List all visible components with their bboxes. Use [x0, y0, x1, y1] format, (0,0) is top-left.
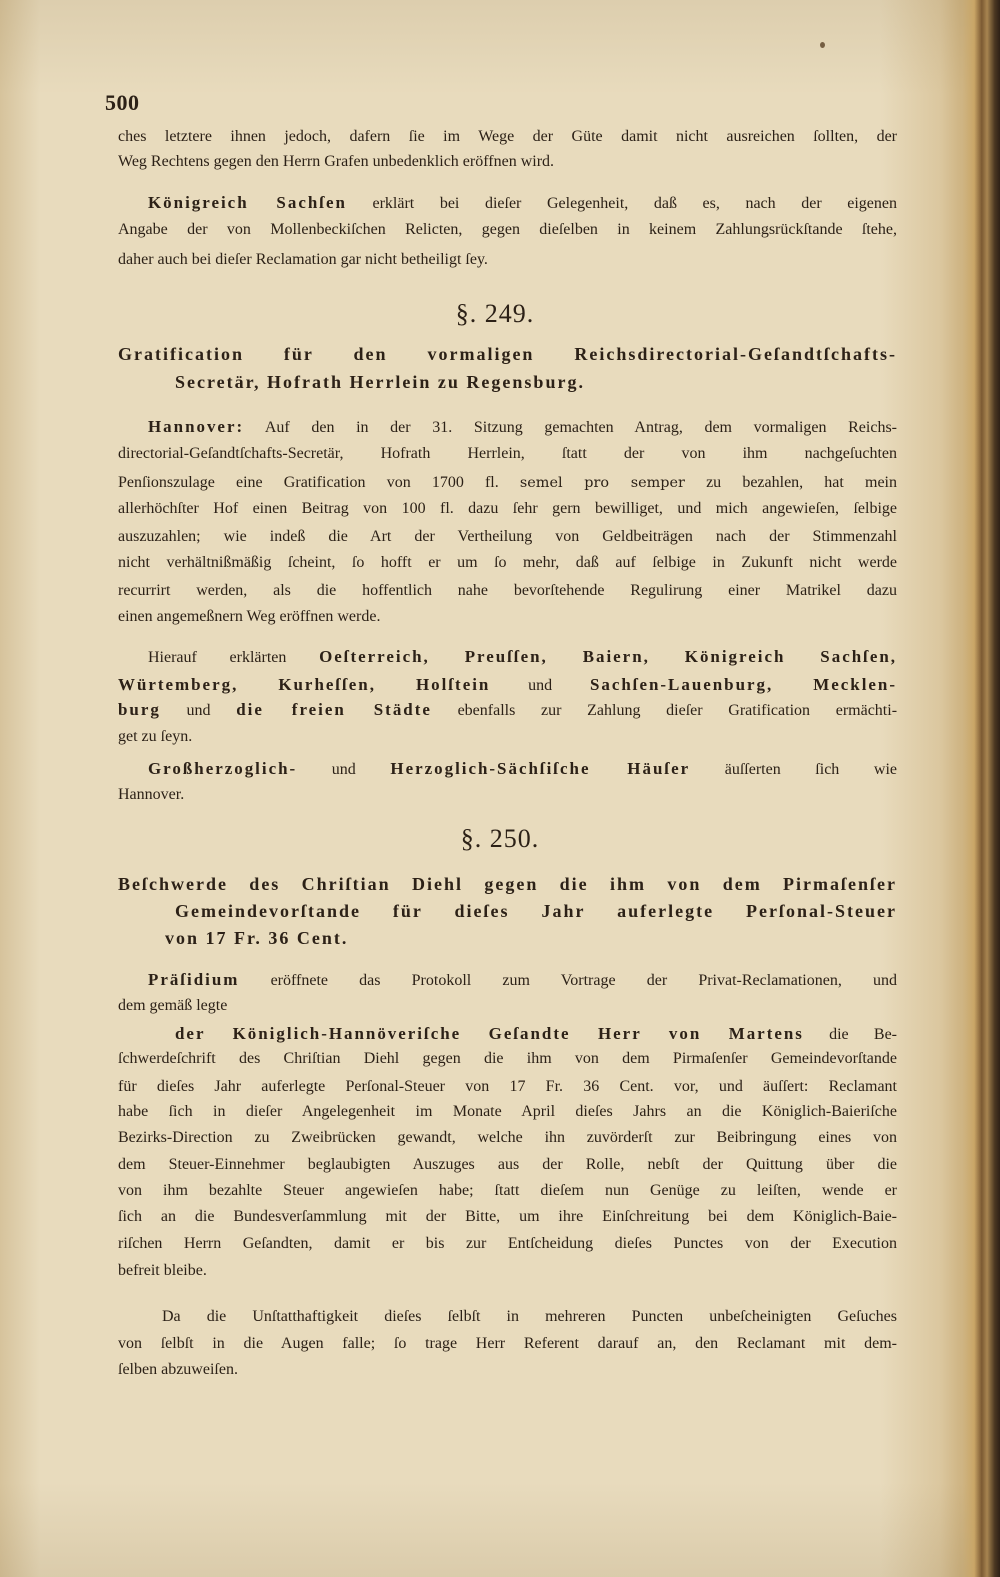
text-line: [118, 441, 897, 467]
text-line: [118, 1258, 897, 1284]
section-number: §. 250.: [460, 824, 540, 853]
line-content: [118, 221, 897, 238]
text-run: Angabe der von Mollenbeckiſchen Relicten, gegen dieſelben in keinem Zahlungsrückſtande ſtehe,: [118, 221, 897, 238]
text-line: [148, 414, 897, 440]
line-content: [118, 445, 897, 462]
text-run: und: [297, 761, 391, 778]
line-content: [118, 500, 897, 517]
text-run: eröffnete das Protokoll zum Vortrage der Privat-Reclamationen, und: [239, 972, 897, 989]
text-line: [118, 1331, 897, 1357]
line-content: [118, 528, 897, 545]
text-run: von 17 Fr. 36 Cent.: [165, 928, 349, 948]
text-line: [118, 1178, 897, 1204]
text-run: ches letztere ihnen jedoch, dafern ſie im Wege der Güte damit nicht ausreichen ſollten, der: [118, 128, 897, 145]
text-line: [118, 697, 897, 723]
emphasized-text: der Königlich-Hannöveriſche Geſandte Herr von Martens: [175, 1024, 804, 1043]
text-line: [118, 604, 897, 630]
text-run: von ihm bezahlte Steuer angewieſen habe; ſtatt dieſem nun Genüge zu leiſten, wende er: [118, 1182, 897, 1199]
text-line: [118, 247, 897, 273]
emphasized-text: Präſidium: [148, 970, 240, 989]
binding-edge: [962, 0, 1000, 1577]
text-line: [118, 782, 897, 808]
text-run: ſchwerdeſchrift des Chriſtian Diehl gegen die ihm von dem Pirmaſenſer Gemeindevorſtande: [118, 1050, 897, 1067]
text-run: nicht verhältnißmäßig ſcheint, ſo hofft er um ſo mehr, daß auf ſelbige in Zukunft nicht werde: [118, 554, 897, 571]
emphasized-text: burg: [118, 700, 161, 719]
line-content: [118, 1335, 897, 1352]
text-run: die Be-: [803, 1026, 898, 1043]
text-run: dem gemäß legte: [118, 997, 228, 1014]
line-content: [118, 128, 897, 145]
text-run: erklärt bei dieſer Gelegenheit, daß es, nach der eigenen: [346, 195, 897, 212]
text-line: [118, 550, 897, 576]
text-line: [148, 967, 897, 993]
text-line: [148, 756, 897, 782]
line-content: [118, 1103, 897, 1120]
text-line: [118, 1204, 897, 1230]
text-run: directorial-Geſandtſchafts-Secretär, Hofrath Herrlein, ſtatt der von ihm nachgeſuchten: [118, 445, 897, 462]
text-run: zu bezahlen, hat mein: [684, 474, 897, 491]
line-content: [175, 372, 585, 392]
line-content: [118, 1361, 238, 1378]
text-run: Hannover.: [118, 786, 185, 803]
text-line: [162, 1304, 897, 1330]
line-content: [118, 251, 488, 268]
emphasized-text: Hannover:: [148, 417, 245, 436]
section-title-line: [118, 870, 897, 898]
text-line: [148, 190, 897, 216]
line-content: [118, 874, 897, 894]
text-run: und: [490, 677, 590, 694]
text-line: [118, 1231, 897, 1257]
line-content: [118, 582, 897, 599]
section-title-line: [165, 924, 897, 952]
line-content: [118, 786, 184, 803]
emphasized-text: Großherzoglich-: [148, 759, 298, 778]
line-content: [175, 1026, 897, 1043]
text-run: Auf den in der 31. Sitzung gemachten Antrag, dem vormaligen Reichs-: [244, 419, 897, 436]
text-line: [175, 1021, 897, 1047]
emphasized-text: Würtemberg, Kurheſſen, Holſtein: [118, 675, 491, 694]
text-line: [118, 1357, 897, 1383]
emphasized-text: Herzoglich-Sächſiſche Häuſer: [390, 759, 691, 778]
text-run: dem Steuer-Einnehmer beglaubigten Auszuges aus der Rolle, nebſt der Quittung über die: [118, 1156, 897, 1173]
line-content: [118, 554, 897, 571]
text-run: habe ſich in dieſer Angelegenheit im Monate April dieſes Jahrs an die Königlich-Baieriſche: [118, 1103, 897, 1120]
line-content: [118, 1235, 897, 1252]
line-content: [118, 1050, 897, 1067]
emphasized-text: Königreich Sachſen: [148, 193, 347, 212]
text-line: [118, 1152, 897, 1178]
text-run: für dieſes Jahr auferlegte Perſonal-Steuer von 17 Fr. 36 Cent. vor, und äuſſert: Reclamant: [118, 1078, 897, 1095]
line-content: [118, 1262, 207, 1279]
text-run: äuſſerten ſich wie: [690, 761, 897, 778]
ink-spot: [820, 42, 825, 48]
text-line: [118, 524, 897, 550]
text-line: [118, 1046, 897, 1072]
line-content: [118, 1078, 897, 1095]
emphasized-text: die freien Städte: [236, 700, 432, 719]
line-content: [148, 419, 897, 436]
text-run: Secretär, Hofrath Herrlein zu Regensburg.: [175, 372, 585, 392]
text-run: Weg Rechtens gegen den Herrn Grafen unbedenklich eröffnen wird.: [118, 153, 555, 170]
line-content: [118, 608, 380, 625]
line-content: [148, 649, 897, 666]
text-line: [118, 578, 897, 604]
text-run: ſich an die Bundesverſammlung mit der Bitte, um ihre Einſchreitung bei dem Königlich-Baie-: [118, 1208, 897, 1225]
text-run: ſelben abzuweiſen.: [118, 1361, 238, 1378]
section-title-line: [118, 340, 897, 368]
text-line: [118, 496, 897, 522]
text-line: [148, 644, 897, 670]
text-run: riſchen Herrn Geſandten, damit er bis zur Entſcheidung dieſes Punctes von der Execution: [118, 1235, 897, 1252]
text-line: [118, 993, 897, 1019]
text-line: [118, 1125, 897, 1151]
text-line: [118, 149, 897, 175]
text-line: [118, 1099, 897, 1125]
line-content: [175, 901, 897, 921]
text-line: [118, 672, 897, 698]
text-line: [118, 470, 897, 496]
text-run: einen angemeßnern Weg eröffnen werde.: [118, 608, 381, 625]
section-title-line: [175, 368, 897, 396]
text-run: auszuzahlen; wie indeß die Art der Vertheilung von Geldbeiträgen nach der Stimmenzahl: [118, 528, 897, 545]
line-content: [165, 928, 348, 948]
text-run: Penſionszulage eine Gratification von 1700 fl.: [118, 474, 520, 491]
line-content: [148, 195, 897, 212]
line-content: [118, 702, 897, 719]
text-run: Hierauf erklärten: [148, 649, 320, 666]
text-run: allerhöchſter Hof einen Beitrag von 100 fl. dazu ſehr gern bewilliget, und mich angewieſen, ſelbige: [118, 500, 897, 517]
line-content: [148, 761, 897, 778]
text-run: Da die Unſtatthaftigkeit dieſes ſelbſt in mehreren Puncten unbeſcheinigten Geſuches: [162, 1308, 897, 1325]
line-content: [118, 344, 897, 364]
line-content: [118, 1182, 897, 1199]
line-content: [118, 728, 192, 745]
text-run: Gemeindevorſtande für dieſes Jahr auferlegte Perſonal-Steuer: [175, 901, 897, 921]
latin-phrase: semel pro semper: [519, 475, 685, 491]
line-content: [148, 972, 897, 989]
line-content: [118, 153, 554, 170]
line-content: [118, 1129, 897, 1146]
line-content: [118, 1208, 897, 1225]
page-number: 500: [105, 90, 140, 115]
text-run: ebenfalls zur Zahlung dieſer Gratification ermächti-: [431, 702, 898, 719]
text-line: [118, 724, 897, 750]
section-number: §. 249.: [455, 299, 535, 328]
text-run: und: [160, 702, 237, 719]
line-content: [118, 474, 897, 491]
emphasized-text: Oeſterreich, Preuſſen, Baiern, Königreich Sachſen,: [319, 647, 898, 666]
text-run: recurrirt werden, als die hoffentlich nahe bevorſtehende Regulirung einer Matrikel dazu: [118, 582, 897, 599]
text-run: von ſelbſt in die Augen falle; ſo trage Herr Referent darauf an, den Reclamant mit dem-: [118, 1335, 897, 1352]
line-content: [118, 1156, 897, 1173]
text-line: [118, 124, 897, 150]
text-run: Gratification für den vormaligen Reichsdirectorial-Geſandtſchafts-: [118, 344, 897, 364]
section-title-line: [175, 897, 897, 925]
text-run: daher auch bei dieſer Reclamation gar nicht betheiligt ſey.: [118, 251, 488, 268]
emphasized-text: Sachſen-Lauenburg, Mecklen-: [589, 675, 897, 694]
text-run: Bezirks-Direction zu Zweibrücken gewandt, welche ihn zuvörderſt zur Beibringung eines von: [118, 1129, 897, 1146]
text-run: Beſchwerde des Chriſtian Diehl gegen die ihm von dem Pirmaſenſer: [118, 874, 897, 894]
line-content: [118, 677, 897, 694]
text-run: befreit bleibe.: [118, 1262, 207, 1279]
text-line: [118, 217, 897, 243]
text-run: get zu ſeyn.: [118, 728, 193, 745]
text-line: [118, 1074, 897, 1100]
line-content: [162, 1308, 897, 1325]
line-content: [118, 997, 227, 1014]
